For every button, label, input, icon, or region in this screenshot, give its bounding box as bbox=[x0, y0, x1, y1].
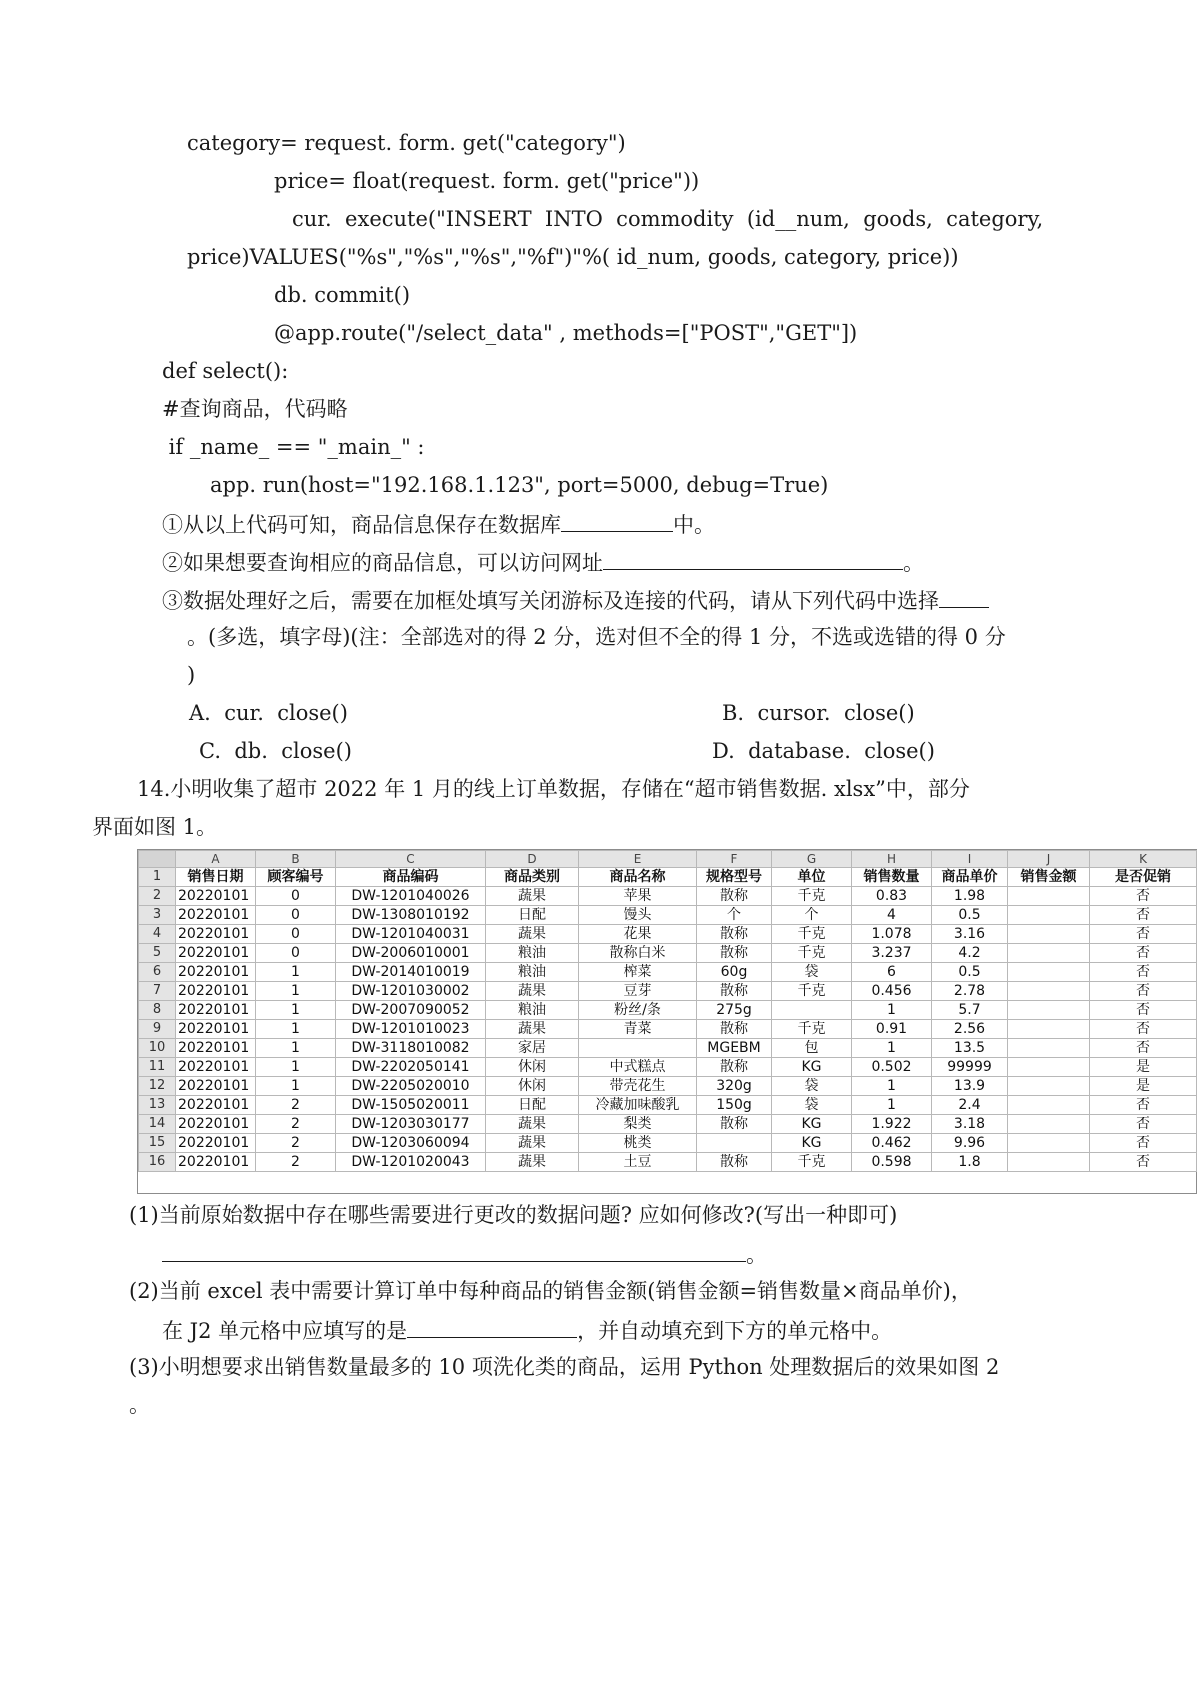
table-cell: 否 bbox=[1090, 925, 1197, 944]
row-number: 12 bbox=[139, 1077, 176, 1096]
table-cell: 20220101 bbox=[176, 1096, 256, 1115]
code-line-def-select: def select(): bbox=[162, 359, 289, 383]
table-cell: 袋 bbox=[772, 1077, 852, 1096]
table-cell: DW-1308010192 bbox=[336, 906, 486, 925]
table-cell bbox=[1008, 1020, 1090, 1039]
table-cell: 休闲 bbox=[486, 1077, 579, 1096]
column-header: 销售金额 bbox=[1008, 868, 1090, 887]
table-cell: 蔬果 bbox=[486, 1134, 579, 1153]
table-cell: 馒头 bbox=[579, 906, 697, 925]
table-cell: 1 bbox=[852, 1001, 932, 1020]
option-d: D. database. close() bbox=[712, 739, 935, 763]
table-cell: 袋 bbox=[772, 963, 852, 982]
table-cell: 0 bbox=[256, 887, 336, 906]
table-cell: 日配 bbox=[486, 906, 579, 925]
table-cell: 榨菜 bbox=[579, 963, 697, 982]
table-row bbox=[139, 906, 1197, 925]
table-cell: 0 bbox=[256, 906, 336, 925]
table-cell: 否 bbox=[1090, 906, 1197, 925]
table-cell: 千克 bbox=[772, 1020, 852, 1039]
table-cell: DW-1201020043 bbox=[336, 1153, 486, 1172]
table-cell: 1 bbox=[256, 1077, 336, 1096]
q14-sub2-blank bbox=[407, 1315, 577, 1338]
row-number: 7 bbox=[139, 982, 176, 1001]
table-cell: 13.5 bbox=[932, 1039, 1008, 1058]
table-cell: 0.91 bbox=[852, 1020, 932, 1039]
row-number: 14 bbox=[139, 1115, 176, 1134]
row-number: 11 bbox=[139, 1058, 176, 1077]
column-header: 销售数量 bbox=[852, 868, 932, 887]
code-line-commit: db. commit() bbox=[274, 283, 411, 307]
code-line-values: price)VALUES("%s","%s","%s","%f")"%( id_num, goods, category, price)) bbox=[187, 245, 959, 269]
table-cell: 粮油 bbox=[486, 944, 579, 963]
column-header: 商品类别 bbox=[486, 868, 579, 887]
table-cell: 2.78 bbox=[932, 982, 1008, 1001]
table-cell: DW-2006010001 bbox=[336, 944, 486, 963]
table-cell: 150g bbox=[697, 1096, 772, 1115]
table-cell: DW-1203030177 bbox=[336, 1115, 486, 1134]
table-cell: 20220101 bbox=[176, 1020, 256, 1039]
table-cell: 275g bbox=[697, 1001, 772, 1020]
table-cell: 1 bbox=[256, 963, 336, 982]
table-cell: 千克 bbox=[772, 925, 852, 944]
table-cell bbox=[1008, 925, 1090, 944]
table-cell: 1.8 bbox=[932, 1153, 1008, 1172]
table-cell: 1 bbox=[256, 1058, 336, 1077]
table-cell: 1 bbox=[256, 1039, 336, 1058]
table-header-row bbox=[139, 868, 1197, 887]
table-cell: 320g bbox=[697, 1077, 772, 1096]
table-cell: 20220101 bbox=[176, 925, 256, 944]
table-cell: 0.502 bbox=[852, 1058, 932, 1077]
column-letter-i: I bbox=[932, 851, 1008, 868]
table-cell bbox=[697, 1134, 772, 1153]
table-cell bbox=[1008, 1115, 1090, 1134]
table-cell: DW-2202050141 bbox=[336, 1058, 486, 1077]
q13-sub1-blank bbox=[561, 509, 673, 532]
table-cell: 2 bbox=[256, 1134, 336, 1153]
table-cell: 否 bbox=[1090, 1039, 1197, 1058]
q13-sub1-text: ①从以上代码可知，商品信息保存在数据库 bbox=[162, 513, 561, 537]
table-cell: 9.96 bbox=[932, 1134, 1008, 1153]
table-cell: 是 bbox=[1090, 1058, 1197, 1077]
table-cell: 0.456 bbox=[852, 982, 932, 1001]
table-cell bbox=[1008, 963, 1090, 982]
column-letter-row bbox=[139, 851, 1197, 868]
column-header: 是否促销 bbox=[1090, 868, 1197, 887]
column-header: 单位 bbox=[772, 868, 852, 887]
table-row bbox=[139, 1115, 1197, 1134]
table-cell: 散称白米 bbox=[579, 944, 697, 963]
table-cell: 冷藏加味酸乳 bbox=[579, 1096, 697, 1115]
table-cell: 否 bbox=[1090, 887, 1197, 906]
table-cell: 0.83 bbox=[852, 887, 932, 906]
column-letter-j: J bbox=[1008, 851, 1090, 868]
column-letter-c: C bbox=[336, 851, 486, 868]
table-cell: 0.462 bbox=[852, 1134, 932, 1153]
code-line-route: @app.route("/select_data" , methods=["POST","GET"]) bbox=[274, 321, 858, 345]
row-number: 3 bbox=[139, 906, 176, 925]
table-cell: KG bbox=[772, 1115, 852, 1134]
table-cell: 20220101 bbox=[176, 1039, 256, 1058]
row-number: 4 bbox=[139, 925, 176, 944]
q13-sub3-text: ③数据处理好之后，需要在加框处填写关闭游标及连接的代码，请从下列代码中选择 bbox=[162, 589, 939, 613]
table-cell: 否 bbox=[1090, 963, 1197, 982]
table-cell: 千克 bbox=[772, 887, 852, 906]
column-letter-h: H bbox=[852, 851, 932, 868]
table-cell: 2.56 bbox=[932, 1020, 1008, 1039]
row-number: 2 bbox=[139, 887, 176, 906]
table-cell bbox=[1008, 1153, 1090, 1172]
table-cell: 否 bbox=[1090, 1153, 1197, 1172]
table-row bbox=[139, 1058, 1197, 1077]
table-cell: 梨类 bbox=[579, 1115, 697, 1134]
q14-intro: 14.小明收集了超市 2022 年 1 月的线上订单数据，存储在“超市销售数据. xlsx”中，部分 bbox=[137, 777, 970, 801]
q13-sub3-note: 。(多选，填字母)(注：全部选对的得 2 分，选对但不全的得 1 分，不选或选错的得 0 分 bbox=[187, 625, 1006, 649]
column-header: 商品编码 bbox=[336, 868, 486, 887]
table-cell bbox=[1008, 944, 1090, 963]
table-cell bbox=[1008, 1077, 1090, 1096]
table-cell: 20220101 bbox=[176, 982, 256, 1001]
table-cell: MGEBM bbox=[697, 1039, 772, 1058]
table-cell: 1 bbox=[852, 1077, 932, 1096]
table-cell: 4 bbox=[852, 906, 932, 925]
q14-sub1: (1)当前原始数据中存在哪些需要进行更改的数据问题? 应如何修改?(写出一种即可) bbox=[129, 1203, 898, 1227]
table-cell: 1 bbox=[852, 1039, 932, 1058]
table-cell: 20220101 bbox=[176, 963, 256, 982]
q14-sub2: (2)当前 excel 表中需要计算订单中每种商品的销售金额(销售金额=销售数量×商品单价)， bbox=[129, 1279, 972, 1303]
table-cell: 20220101 bbox=[176, 906, 256, 925]
spreadsheet-table bbox=[138, 850, 1197, 1172]
row-number: 13 bbox=[139, 1096, 176, 1115]
table-cell: 13.9 bbox=[932, 1077, 1008, 1096]
row-number: 15 bbox=[139, 1134, 176, 1153]
q13-sub1 bbox=[162, 509, 715, 539]
code-line-price: price= float(request. form. get("price")) bbox=[274, 169, 700, 193]
table-cell: 2.4 bbox=[932, 1096, 1008, 1115]
table-cell: 千克 bbox=[772, 1153, 852, 1172]
table-row bbox=[139, 1001, 1197, 1020]
table-cell: DW-2014010019 bbox=[336, 963, 486, 982]
row-number: 1 bbox=[139, 868, 176, 887]
table-cell: 散称 bbox=[697, 1115, 772, 1134]
table-cell: 60g bbox=[697, 963, 772, 982]
table-cell: 否 bbox=[1090, 1020, 1197, 1039]
table-cell bbox=[772, 1001, 852, 1020]
table-cell: 粮油 bbox=[486, 1001, 579, 1020]
spreadsheet-figure bbox=[137, 849, 1197, 1194]
table-cell: 个 bbox=[772, 906, 852, 925]
table-cell: 20220101 bbox=[176, 1077, 256, 1096]
table-cell: 否 bbox=[1090, 1115, 1197, 1134]
q14-sub2-text: 在 J2 单元格中应填写的是 bbox=[162, 1319, 408, 1343]
table-cell: 苹果 bbox=[579, 887, 697, 906]
table-cell: 2 bbox=[256, 1096, 336, 1115]
table-cell: 散称 bbox=[697, 925, 772, 944]
option-a: A. cur. close() bbox=[189, 701, 348, 725]
q13-sub1-end: 中。 bbox=[673, 513, 715, 537]
table-cell: 蔬果 bbox=[486, 887, 579, 906]
table-cell: 20220101 bbox=[176, 944, 256, 963]
table-cell: 豆芽 bbox=[579, 982, 697, 1001]
code-line-category: category= request. form. get("category") bbox=[187, 131, 626, 155]
q14-sub1-blank bbox=[162, 1239, 746, 1262]
table-cell: 1 bbox=[256, 1020, 336, 1039]
table-cell bbox=[1008, 1134, 1090, 1153]
table-cell: DW-3118010082 bbox=[336, 1039, 486, 1058]
table-cell: 蔬果 bbox=[486, 925, 579, 944]
table-cell: 1 bbox=[852, 1096, 932, 1115]
table-cell: DW-1203060094 bbox=[336, 1134, 486, 1153]
row-number: 9 bbox=[139, 1020, 176, 1039]
table-row bbox=[139, 1077, 1197, 1096]
table-cell: DW-1201040031 bbox=[336, 925, 486, 944]
table-cell bbox=[1008, 1001, 1090, 1020]
table-cell: 散称 bbox=[697, 1153, 772, 1172]
table-cell: 中式糕点 bbox=[579, 1058, 697, 1077]
column-header: 顾客编号 bbox=[256, 868, 336, 887]
table-cell: 否 bbox=[1090, 1134, 1197, 1153]
table-cell: 20220101 bbox=[176, 1058, 256, 1077]
column-letter-f: F bbox=[697, 851, 772, 868]
q14-sub3: (3)小明想要求出销售数量最多的 10 项洗化类的商品，运用 Python 处理数据后的效果如图 2 bbox=[129, 1355, 1000, 1379]
table-cell: DW-2007090052 bbox=[336, 1001, 486, 1020]
row-number: 5 bbox=[139, 944, 176, 963]
column-header: 商品名称 bbox=[579, 868, 697, 887]
column-letter-a: A bbox=[176, 851, 256, 868]
table-cell: 蔬果 bbox=[486, 982, 579, 1001]
table-cell: 散称 bbox=[697, 887, 772, 906]
table-row bbox=[139, 1096, 1197, 1115]
table-cell: 1.98 bbox=[932, 887, 1008, 906]
q14-sub3-end: 。 bbox=[129, 1393, 150, 1417]
table-cell: 0 bbox=[256, 925, 336, 944]
q13-sub2-end: 。 bbox=[903, 551, 924, 575]
table-row bbox=[139, 944, 1197, 963]
table-cell: 否 bbox=[1090, 1001, 1197, 1020]
table-cell: DW-1201040026 bbox=[336, 887, 486, 906]
table-row bbox=[139, 1020, 1197, 1039]
table-cell: 日配 bbox=[486, 1096, 579, 1115]
table-cell: 休闲 bbox=[486, 1058, 579, 1077]
table-cell: 散称 bbox=[697, 1058, 772, 1077]
table-cell: 0.598 bbox=[852, 1153, 932, 1172]
table-cell: 是 bbox=[1090, 1077, 1197, 1096]
table-cell: 土豆 bbox=[579, 1153, 697, 1172]
table-row bbox=[139, 963, 1197, 982]
q13-sub2 bbox=[162, 547, 924, 577]
select-all-corner bbox=[139, 851, 176, 868]
table-row bbox=[139, 1153, 1197, 1172]
table-row bbox=[139, 1039, 1197, 1058]
q13-sub2-text: ②如果想要查询相应的商品信息，可以访问网址 bbox=[162, 551, 603, 575]
code-line-if-main: if _name_ == "_main_" : bbox=[162, 435, 425, 459]
table-cell: 家居 bbox=[486, 1039, 579, 1058]
column-letter-k: K bbox=[1090, 851, 1197, 868]
table-cell: DW-1505020011 bbox=[336, 1096, 486, 1115]
table-cell: 20220101 bbox=[176, 1134, 256, 1153]
table-cell: 青菜 bbox=[579, 1020, 697, 1039]
table-cell: 包 bbox=[772, 1039, 852, 1058]
table-cell: 粉丝/条 bbox=[579, 1001, 697, 1020]
table-cell bbox=[1008, 982, 1090, 1001]
q13-sub3-blank bbox=[939, 585, 989, 608]
table-cell: 2 bbox=[256, 1115, 336, 1134]
table-cell: 3.16 bbox=[932, 925, 1008, 944]
column-letter-g: G bbox=[772, 851, 852, 868]
table-cell: 5.7 bbox=[932, 1001, 1008, 1020]
table-cell: 6 bbox=[852, 963, 932, 982]
table-cell: 袋 bbox=[772, 1096, 852, 1115]
table-cell: 0.5 bbox=[932, 906, 1008, 925]
column-letter-b: B bbox=[256, 851, 336, 868]
q14-sub2-cont bbox=[162, 1315, 892, 1345]
table-cell: 带壳花生 bbox=[579, 1077, 697, 1096]
table-cell bbox=[579, 1039, 697, 1058]
q13-sub3-close: ) bbox=[187, 663, 196, 687]
table-cell: 3.18 bbox=[932, 1115, 1008, 1134]
row-number: 16 bbox=[139, 1153, 176, 1172]
table-cell: KG bbox=[772, 1058, 852, 1077]
table-cell: 粮油 bbox=[486, 963, 579, 982]
row-number: 8 bbox=[139, 1001, 176, 1020]
q13-sub3 bbox=[162, 585, 989, 615]
q14-sub1-end: 。 bbox=[746, 1243, 767, 1267]
table-cell: 0.5 bbox=[932, 963, 1008, 982]
code-line-comment: #查询商品，代码略 bbox=[162, 397, 348, 421]
table-cell bbox=[1008, 906, 1090, 925]
table-cell: 花果 bbox=[579, 925, 697, 944]
table-cell: 1 bbox=[256, 982, 336, 1001]
column-letter-e: E bbox=[579, 851, 697, 868]
table-cell: DW-1201010023 bbox=[336, 1020, 486, 1039]
table-cell: 桃类 bbox=[579, 1134, 697, 1153]
table-cell: 千克 bbox=[772, 944, 852, 963]
table-cell: 散称 bbox=[697, 982, 772, 1001]
table-cell: 99999 bbox=[932, 1058, 1008, 1077]
table-cell: 蔬果 bbox=[486, 1153, 579, 1172]
code-line-execute: cur. execute("INSERT INTO commodity (id__num, goods, category, bbox=[292, 207, 1044, 231]
table-cell: KG bbox=[772, 1134, 852, 1153]
table-cell: DW-1201030002 bbox=[336, 982, 486, 1001]
q13-sub2-blank bbox=[603, 547, 903, 570]
column-header: 销售日期 bbox=[176, 868, 256, 887]
table-cell: 否 bbox=[1090, 982, 1197, 1001]
option-c: C. db. close() bbox=[199, 739, 352, 763]
column-header: 规格型号 bbox=[697, 868, 772, 887]
table-cell: 散称 bbox=[697, 944, 772, 963]
table-cell bbox=[1008, 1039, 1090, 1058]
column-header: 商品单价 bbox=[932, 868, 1008, 887]
table-row bbox=[139, 982, 1197, 1001]
table-cell: DW-2205020010 bbox=[336, 1077, 486, 1096]
option-b: B. cursor. close() bbox=[722, 701, 915, 725]
q14-sub2-end: ，并自动填充到下方的单元格中。 bbox=[577, 1319, 893, 1343]
table-cell: 20220101 bbox=[176, 1115, 256, 1134]
table-cell: 否 bbox=[1090, 944, 1197, 963]
table-cell: 1.922 bbox=[852, 1115, 932, 1134]
table-cell: 1 bbox=[256, 1001, 336, 1020]
table-row bbox=[139, 925, 1197, 944]
table-cell: 20220101 bbox=[176, 887, 256, 906]
table-cell: 散称 bbox=[697, 1020, 772, 1039]
table-cell: 0 bbox=[256, 944, 336, 963]
table-cell: 2 bbox=[256, 1153, 336, 1172]
table-cell: 个 bbox=[697, 906, 772, 925]
table-cell: 否 bbox=[1090, 1096, 1197, 1115]
table-cell bbox=[1008, 1058, 1090, 1077]
table-cell bbox=[1008, 1096, 1090, 1115]
table-row bbox=[139, 1134, 1197, 1153]
q14-sub1-answer bbox=[162, 1239, 767, 1269]
table-cell: 蔬果 bbox=[486, 1115, 579, 1134]
table-cell: 3.237 bbox=[852, 944, 932, 963]
table-cell bbox=[1008, 887, 1090, 906]
code-line-app-run: app. run(host="192.168.1.123", port=5000, debug=True) bbox=[210, 473, 829, 497]
table-cell: 20220101 bbox=[176, 1001, 256, 1020]
column-letter-d: D bbox=[486, 851, 579, 868]
q14-intro-cont: 界面如图 1。 bbox=[92, 815, 218, 839]
table-cell: 千克 bbox=[772, 982, 852, 1001]
table-cell: 1.078 bbox=[852, 925, 932, 944]
row-number: 10 bbox=[139, 1039, 176, 1058]
row-number: 6 bbox=[139, 963, 176, 982]
table-cell: 4.2 bbox=[932, 944, 1008, 963]
table-cell: 20220101 bbox=[176, 1153, 256, 1172]
table-row bbox=[139, 887, 1197, 906]
table-cell: 蔬果 bbox=[486, 1020, 579, 1039]
